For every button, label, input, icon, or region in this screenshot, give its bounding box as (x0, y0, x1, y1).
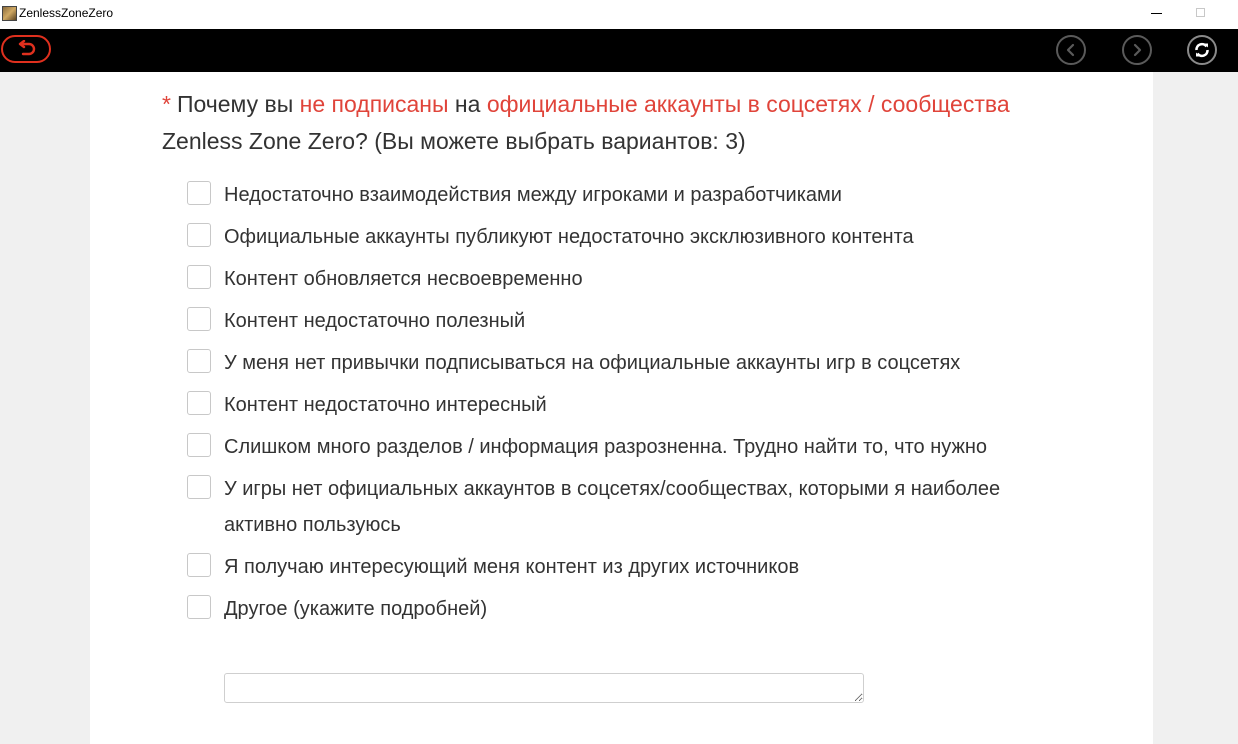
option-label: Контент недостаточно полезный (224, 310, 526, 332)
option-checkbox[interactable] (187, 223, 211, 247)
chevron-left-icon (1064, 43, 1078, 57)
option-item[interactable] (187, 177, 1047, 213)
option-checkbox[interactable] (187, 595, 211, 619)
question-title (162, 86, 1042, 160)
toolbar (0, 29, 1238, 72)
window-titlebar (0, 0, 1238, 29)
option-item[interactable] (187, 261, 1047, 297)
window-title: ZenlessZoneZero (19, 6, 114, 20)
question-hint: (Вы можете выбрать вариантов: 3) (374, 128, 746, 154)
option-checkbox[interactable] (187, 553, 211, 577)
option-item[interactable] (187, 303, 1047, 339)
question-highlight-1: не подписаны (299, 91, 449, 117)
other-details-input[interactable] (224, 673, 864, 703)
option-item[interactable] (187, 549, 1047, 585)
required-mark: * (162, 91, 171, 117)
option-checkbox[interactable] (187, 181, 211, 205)
question-text-part3: Zenless Zone Zero? (162, 128, 368, 154)
option-label: Я получаю интересующий меня контент из других источников (224, 556, 800, 578)
option-label: У меня нет привычки подписываться на официальные аккаунты игр в соцсетях (224, 352, 961, 374)
back-button[interactable] (1, 35, 51, 63)
app-icon (2, 6, 17, 21)
chevron-right-icon (1130, 43, 1144, 57)
option-checkbox[interactable] (187, 349, 211, 373)
option-item[interactable] (187, 219, 1047, 255)
option-item[interactable] (187, 429, 1047, 465)
option-label: Слишком много разделов / информация разрозненна. Трудно найти то, что нужно (224, 436, 988, 458)
option-label: Контент обновляется несвоевременно (224, 268, 583, 290)
maximize-icon[interactable] (1196, 8, 1205, 17)
option-item-other[interactable] (187, 591, 1047, 627)
option-label: Недостаточно взаимодействия между игроками и разработчиками (224, 184, 842, 206)
option-checkbox[interactable] (187, 265, 211, 289)
option-label: Другое (укажите подробней) (224, 598, 488, 620)
minimize-icon[interactable] (1151, 13, 1162, 14)
refresh-icon (1193, 41, 1211, 59)
survey-panel (90, 72, 1153, 744)
option-checkbox[interactable] (187, 307, 211, 331)
option-label: У игры нет официальных аккаунтов в соцсетях/сообществах, которыми я наиболее активно пользуюсь (224, 478, 1001, 536)
option-item[interactable] (187, 345, 1047, 381)
back-arrow-icon (14, 40, 38, 58)
option-item[interactable] (187, 471, 1047, 543)
options-list (187, 177, 1047, 633)
option-label: Официальные аккаунты публикуют недостаточно эксклюзивного контента (224, 226, 914, 248)
question-text-part2: на (454, 91, 481, 117)
question-highlight-2: официальные аккаунты в соцсетях / сообщества (486, 91, 1010, 117)
option-checkbox[interactable] (187, 475, 211, 499)
question-text-part1: Почему вы (176, 91, 294, 117)
option-checkbox[interactable] (187, 433, 211, 457)
previous-button[interactable] (1056, 35, 1086, 65)
option-item[interactable] (187, 387, 1047, 423)
refresh-button[interactable] (1187, 35, 1217, 65)
next-button[interactable] (1122, 35, 1152, 65)
option-checkbox[interactable] (187, 391, 211, 415)
option-label: Контент недостаточно интересный (224, 394, 547, 416)
